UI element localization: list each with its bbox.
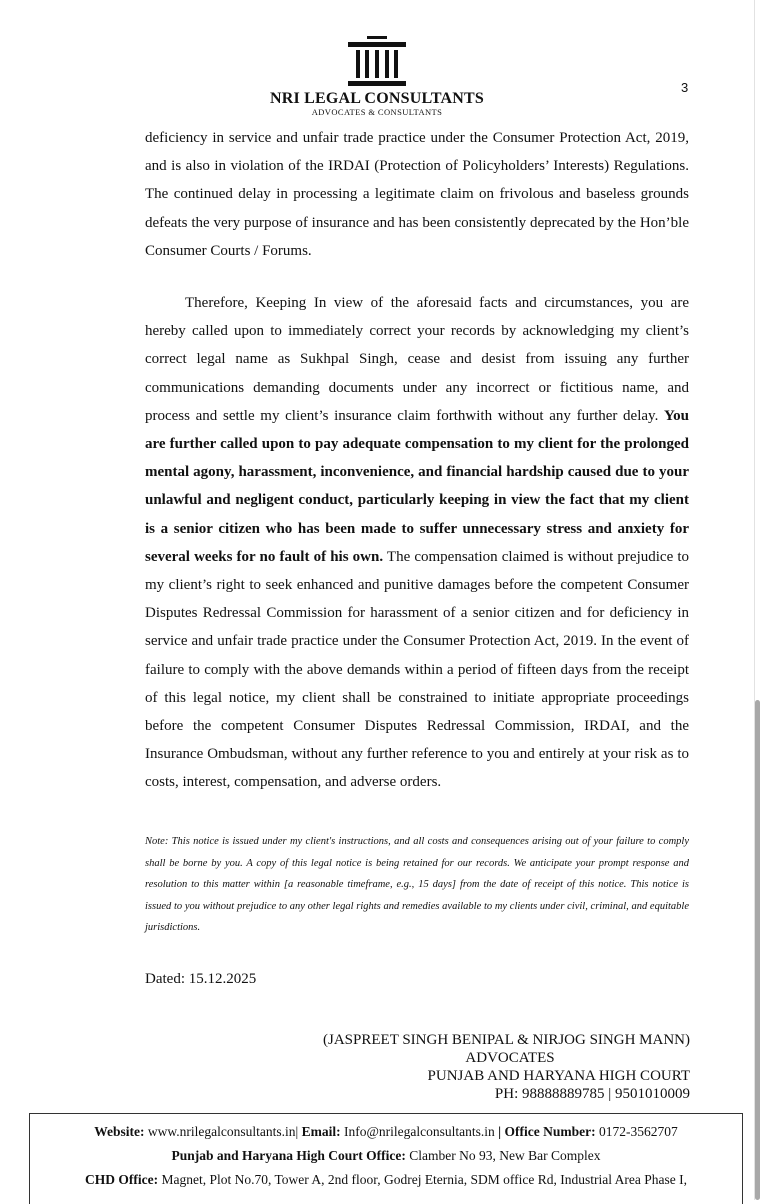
firm-name: NRI LEGAL CONSULTANTS	[269, 90, 485, 107]
demands-text-end: The compensation claimed is without prejudice to my client’s right to seek enhanced and punitive damages before the competent Consumer Disputes Redressal Commission for harassment of a senior citizen and for deficiency in service and unfair trade practice under the Consumer Protection Act, 2019. In the event of failure to comply with the above demands within a period of fifteen days from the receipt of this legal notice, my client shall be constrained to initiate appropriate proceedings before the competent Consumer Disputes Redressal Commission, IRDAI, and the Insurance Ombudsman, without any further reference to you and entirely at your risk as to costs, interest, compensation, and adverse orders.	[145, 548, 689, 791]
letterhead	[0, 36, 754, 117]
courthouse-logo-icon	[345, 36, 409, 88]
website-link[interactable]: www.nrilegalconsultants.in|	[147, 1124, 299, 1139]
scrollbar-thumb[interactable]	[755, 700, 760, 1200]
firm-subtitle: ADVOCATES & CONSULTANTS	[311, 107, 443, 117]
note-paragraph: Note: This notice is issued under my client's instructions, and all costs and consequences arising out of your failure to comply shall be borne by you. A copy of this legal notice is being retained for our records. We anticipate your prompt response and resolution to this matter within [a reasonable timeframe, e.g., 15 days] from the date of receipt of this notice. This notice is issued to you without prejudice to any other legal rights and remedies available to my clients under civil, criminal, and equitable jurisdictions.	[145, 836, 689, 933]
hc-office-label: Punjab and Haryana High Court Office:	[171, 1148, 406, 1163]
footer-hc-office-row	[30, 1144, 742, 1168]
signature-block	[230, 1031, 690, 1103]
scrollbar[interactable]	[754, 0, 761, 1200]
footer-contact-box	[29, 1113, 743, 1204]
chd-office-address: Magnet, Plot No.70, Tower A, 2nd floor, Godrej Eternia, SDM office Rd, Industrial Area Phase I,	[161, 1172, 688, 1187]
advocate-names: (JASPREET SINGH BENIPAL & NIRJOG SINGH MANN)	[323, 1032, 690, 1048]
paragraph-deficiency: deficiency in service and unfair trade practice under the Consumer Protection Act, 2019, and is also in violation of the IRDAI (Protection of Policyholders’ Interests) Regulations. The continued delay in processing a legitimate claim on frivolous and baseless grounds defeats the very purpose of insurance and has been consistently deprecated by the Hon’ble Consumer Courts / Forums.	[145, 130, 689, 259]
paragraph-demands	[145, 289, 689, 797]
office-number-label: | Office Number:	[498, 1124, 596, 1139]
page-number: 3	[681, 80, 689, 95]
website-label: Website:	[94, 1124, 145, 1139]
dated-line: Dated: 15.12.2025	[145, 971, 257, 987]
court-name: PUNJAB AND HARYANA HIGH COURT	[427, 1068, 690, 1084]
footer-contact-row	[30, 1114, 742, 1144]
phone-numbers: PH: 98888889785 | 9501010009	[494, 1086, 690, 1102]
footer-chd-office-row	[30, 1168, 742, 1192]
email-link[interactable]: Info@nrilegalconsultants.in	[343, 1124, 495, 1139]
demands-text-start: Therefore, Keeping In view of the aforesaid facts and circumstances, you are hereby called upon to immediately correct your records by acknowledging my client’s correct legal name as Sukhpal Singh, cease and desist from issuing any further communications demanding documents under any incorrect or fictitious name, and process and settle my client’s insurance claim forthwith without any further delay.	[145, 295, 689, 424]
office-number: 0172-3562707	[598, 1124, 678, 1139]
email-label: Email:	[301, 1124, 341, 1139]
chd-office-label: CHD Office:	[84, 1172, 159, 1187]
demands-text-bold: You are further called upon to pay adequate compensation to my client for the prolonged mental agony, harassment, inconvenience, and financial hardship caused due to your unlawful and negligent conduct, particularly keeping in view the fact that my client is a senior citizen who has been made to suffer unnecessary stress and anxiety for several weeks for no fault of his own.	[145, 407, 689, 565]
hc-office-address: Clamber No 93, New Bar Complex	[409, 1148, 601, 1163]
advocate-title: ADVOCATES	[465, 1050, 555, 1066]
